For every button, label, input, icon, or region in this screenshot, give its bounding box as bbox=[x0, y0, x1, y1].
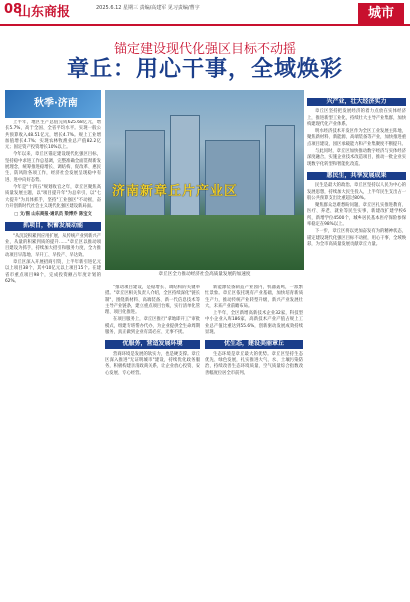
paragraph: 营商环境是发展的软实力，也是硬支撑。章丘区深入推进"无证明城市"建设，持续优化政务服务，积极构建亲清政商关系，让企业放心投资、安心发展、专心经营。 bbox=[105, 351, 200, 376]
paragraph: 上半年，地区生产总值完成625.68亿元，增长5.7%，高于全国、全省平均水平。实现一般公共预算收入48.51亿元，增长4.7%。规上工业增加值增长4.7%；实现农林牧渔业总产值82.2亿元；固定资产投资增长10%以上。 bbox=[5, 120, 101, 151]
building-shape bbox=[125, 130, 165, 220]
subheading: 抓项目，积蓄发展动能 bbox=[5, 222, 101, 230]
subheading: 优服务，营造发展环境 bbox=[105, 340, 200, 348]
paragraph: 章丘区坚持把发展经济的着力点放在实体经济上，推进新型工业化，持续壮大主导产业集群，加快构建现代化产业体系。 bbox=[307, 109, 406, 127]
paragraph: "推动项目建设，是稳增长、调结构的关键举措。"章丘区相关负责人介绍，全区持续深化"链长制"，围绕新材料、高端装备、新一代信息技术等主导产业链条，建立重点项目台账，实行清单化管理、项目化推进。 bbox=[105, 285, 200, 316]
paragraph: "从沉淀积累到应用扩展，从传统产业到新兴产业，从量的积累到质的提升……"章丘区以推动项目建设为抓手，持续加大招引和服务力度，全力推动项目早落地、早开工、早投产、早达效。 bbox=[5, 233, 101, 258]
paragraph: 下一步，章丘区将以更加奋发有为的精神状态，锚定建设现代化强区目标不动摇，用心干事、全域焕彩，为全市高质量发展贡献章丘力量。 bbox=[307, 229, 406, 247]
subheading: 惠民生，共享发展成果 bbox=[307, 172, 406, 180]
byline: □ 文/图 山东商报·通讯员 梁博乔 陈宝文 bbox=[14, 212, 92, 218]
paragraph: 聚焦群众急难愁盼问题，章丘区扎实推进教育、医疗、养老、就业等民生实事，新建改扩建学校6所，新增学位4500个，城乡居民基本医疗保险参保率稳定在98%以上。 bbox=[307, 203, 406, 228]
paragraph: 生态环境是章丘最大的优势。章丘区坚持生态优先、绿色发展，扎实推进大气、水、土壤污染防治，持续改善生态环境质量，空气质量综合指数改善幅度位居全市前列。 bbox=[205, 351, 303, 376]
page-number: 08 bbox=[4, 2, 23, 17]
column-2 bbox=[105, 285, 200, 598]
paragraph: 章丘区深入开展招商引资，上半年新引进亿元以上项目38个，其中10亿元以上项目15个。在建省市重点项目98个，完成投资额占年度计划的62%。 bbox=[5, 259, 101, 284]
greenery bbox=[105, 215, 304, 270]
photo-sign-text: 济南新章丘片产业区 bbox=[112, 184, 239, 199]
subheading: 兴产业，壮大经济实力 bbox=[307, 98, 406, 106]
paragraph: 今年以来，章丘区锚定建设现代化强区目标，坚持稳中求进工作总基调，完整准确全面贯彻新发展理念，统筹推进稳增长、调结构、促改革、惠民生、防风险各项工作，经济社会发展呈现稳中有进、进中向好态势。 bbox=[5, 152, 101, 183]
paper-name: 山东商报 bbox=[18, 5, 71, 20]
column-1 bbox=[5, 120, 101, 598]
paragraph: 与此同时，章丘区加快推动数字经济与实体经济深度融合，实施企业技术改造项目，推动一批企业实现数字化转型和智能化改造。 bbox=[307, 149, 406, 167]
paragraph: 民生是最大的政治。章丘区坚持以人民为中心的发展思想，持续加大民生投入，上半年民生支出占一般公共预算支出比重超过80%。 bbox=[307, 183, 406, 201]
article-headline: 章丘：用心干事，全域焕彩 bbox=[66, 57, 343, 82]
issue-meta: 2025.6.12 星期三 责编/高建军 见习责编/曹宇 bbox=[96, 5, 200, 11]
section-tag: 城市 bbox=[358, 3, 404, 25]
article-kicker: 锚定建设现代化强区目标不动摇 bbox=[113, 42, 296, 57]
column-4 bbox=[307, 94, 406, 598]
inset-photo-title: 秋季·济南 bbox=[34, 98, 78, 109]
paragraph: 明水经济技术开发区作为全区工业发展主阵地，聚焦新材料、新能源、高端装备等产业，加快推进重点项目建设，园区承载能力和产业集聚度不断提升。 bbox=[307, 129, 406, 147]
building-shape bbox=[265, 125, 295, 220]
photo-caption: 章丘区全力推动经济社会高质量发展的加速度 bbox=[158, 272, 251, 277]
column-3 bbox=[205, 285, 303, 598]
building-shape bbox=[170, 115, 200, 220]
paragraph: 在项目服务上，章丘区推行"拿地即开工"审批模式，组建专班帮办代办，为企业提供全生命周期服务，真正做到企业有需必应、无事不扰。 bbox=[105, 317, 200, 336]
paragraph: 上半年，全区新增高新技术企业32家，科技型中小企业入库186家，高新技术产业产值占规上工业总产值比重达到55.6%，创新驱动发展成效持续显现。 bbox=[205, 311, 303, 336]
masthead bbox=[0, 0, 410, 26]
subheading: 优生态，建设美丽章丘 bbox=[205, 340, 303, 348]
paragraph: 今年是"十四五"规划收官之年，章丘区聚焦高质量发展主题，以"项目提升年"为总牵引，以"七大提升"为具体抓手，坚持"工业强区"不动摇，奋力开创新时代社会主义现代化强区建设新局面。 bbox=[5, 184, 101, 209]
paragraph: 新能源装备制造产业园内，机器轰鸣，一派繁忙景象。章丘区依托现有产业基础，加快培育新质生产力，推动传统产业转型升级，新兴产业发展壮大，未来产业前瞻布局。 bbox=[205, 285, 303, 309]
